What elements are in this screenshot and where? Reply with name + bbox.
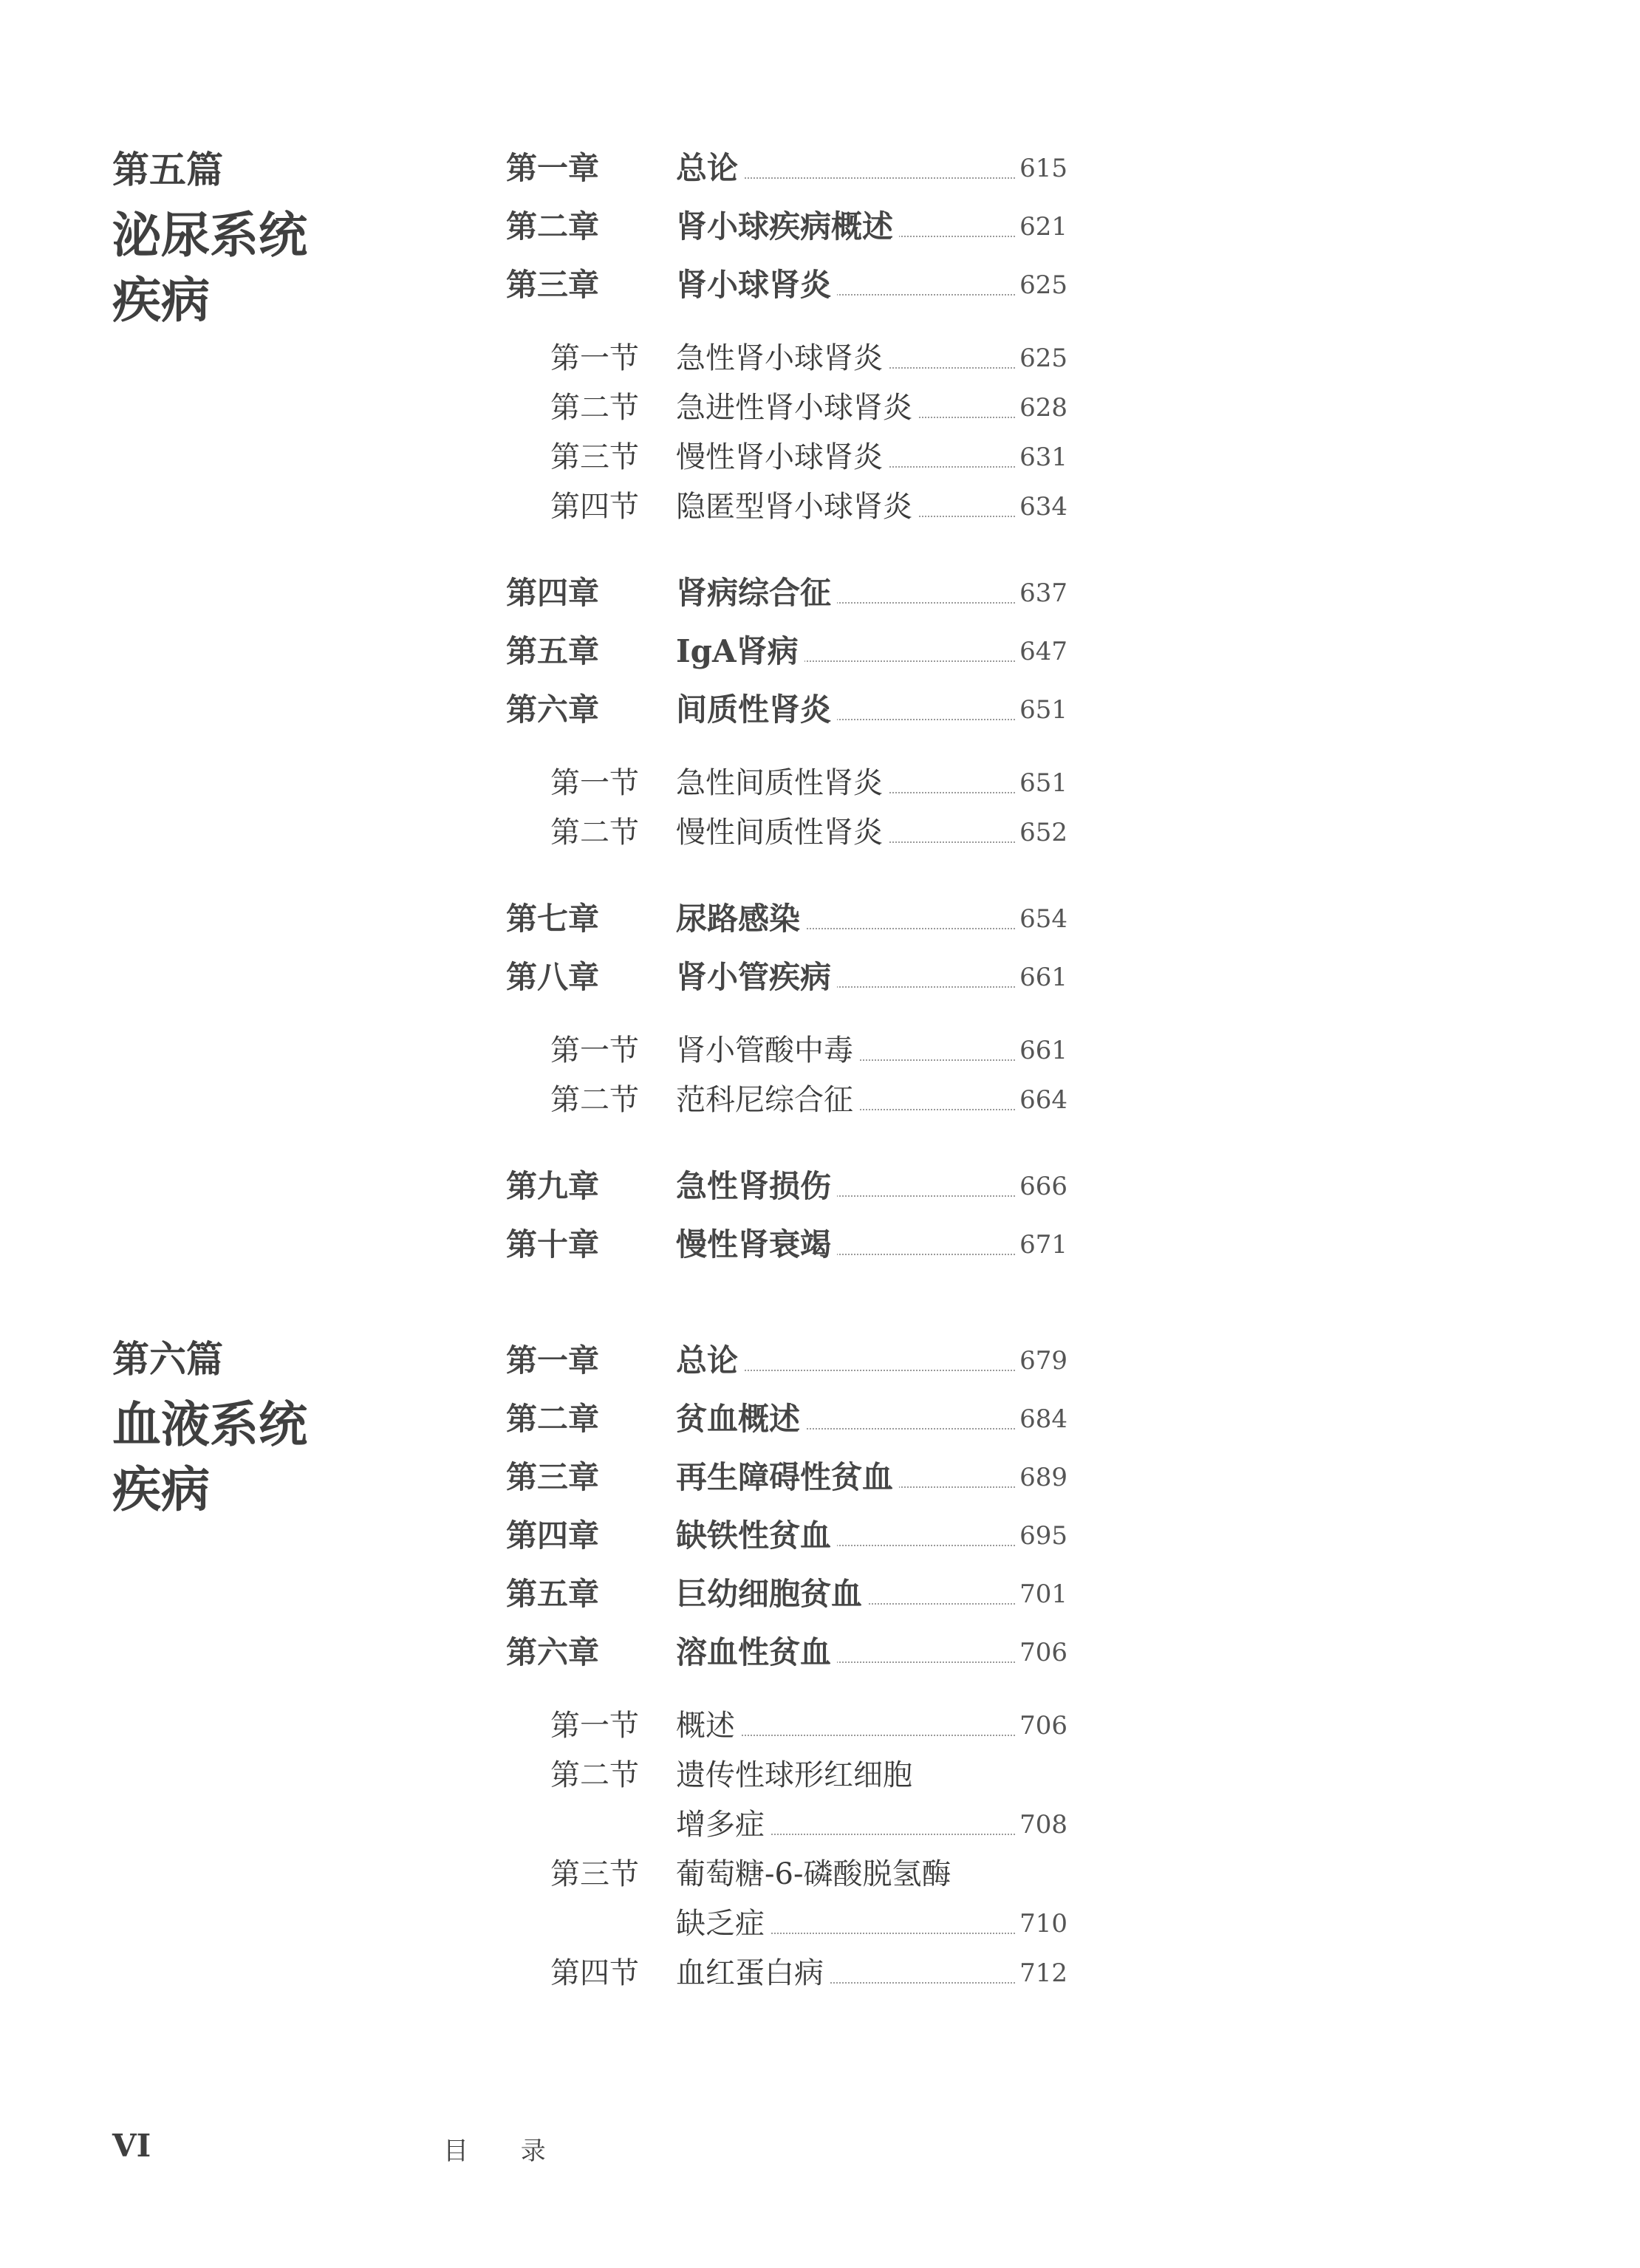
entry-title: 概述 (676, 1699, 741, 1752)
entry-title: 总论 (676, 1334, 744, 1387)
entry-number: 第一节 (550, 1709, 639, 1743)
toc-entry[interactable] (506, 431, 1067, 484)
entry-title: 贫血概述 (676, 1393, 806, 1446)
part-title (112, 1392, 467, 1522)
entry-page: 689 (1017, 1451, 1067, 1504)
entry-number: 第二节 (550, 391, 639, 425)
toc-entry[interactable] (506, 1160, 1067, 1213)
part-title-line: 疾病 (112, 1461, 210, 1518)
part-heading-5 (112, 148, 467, 332)
entry-title: 急性肾小球肾炎 (676, 332, 889, 385)
toc-entry-continuation[interactable] (506, 1798, 1067, 1851)
entry-page: 621 (1017, 200, 1067, 253)
entry-page: 651 (1017, 756, 1067, 810)
entry-page: 684 (1017, 1393, 1067, 1446)
entry-number: 第六章 (506, 691, 600, 728)
toc-entry[interactable] (506, 1218, 1067, 1271)
entry-page: 637 (1017, 567, 1067, 620)
toc-entry[interactable] (506, 892, 1067, 946)
entry-page: 628 (1017, 381, 1067, 434)
entry-title: IgA肾病 (676, 625, 804, 678)
toc-entry[interactable] (506, 1568, 1067, 1621)
entry-number: 第一章 (506, 1342, 600, 1379)
entry-number: 第一节 (550, 1034, 639, 1068)
entry-number: 第四节 (550, 1956, 639, 1990)
entry-title: 缺铁性贫血 (676, 1509, 837, 1562)
part-title (112, 202, 467, 332)
entry-title: 急进性肾小球肾炎 (676, 381, 918, 434)
toc-entry[interactable] (506, 625, 1067, 678)
toc-entry[interactable] (506, 806, 1067, 859)
entry-page: 647 (1017, 625, 1067, 678)
entry-title: 慢性肾小球肾炎 (676, 431, 889, 484)
toc-entry[interactable] (506, 332, 1067, 385)
entry-title: 隐匿型肾小球肾炎 (676, 480, 918, 533)
entry-number: 第三章 (506, 267, 600, 303)
entry-page: 695 (1017, 1509, 1067, 1562)
toc-entry[interactable] (506, 683, 1067, 737)
entry-number: 第三章 (506, 1459, 600, 1495)
entry-title: 遗传性球形红细胞 (676, 1749, 918, 1802)
entry-page: 651 (1017, 683, 1067, 737)
entry-number: 第二节 (550, 1758, 639, 1792)
entry-number: 第二章 (506, 1401, 600, 1437)
entry-page: 701 (1017, 1568, 1067, 1621)
part-label: 第六篇 (112, 1337, 223, 1381)
entry-number: 第一节 (550, 341, 639, 375)
toc-entry[interactable] (506, 1749, 1067, 1802)
entry-number: 第三节 (550, 1857, 639, 1891)
entry-page: 615 (1017, 142, 1067, 195)
entry-page: 712 (1017, 1947, 1067, 2000)
entry-title: 慢性间质性肾炎 (676, 806, 889, 859)
entry-number: 第四章 (506, 575, 600, 611)
entry-title: 肾小管疾病 (676, 951, 837, 1004)
entry-title: 再生障碍性贫血 (676, 1451, 899, 1504)
entry-title: 范科尼综合征 (676, 1073, 859, 1127)
entry-page: 625 (1017, 259, 1067, 312)
entry-number: 第二节 (550, 816, 639, 850)
toc-entry[interactable] (506, 142, 1067, 195)
toc-entry[interactable] (506, 1699, 1067, 1752)
toc-entry[interactable] (506, 567, 1067, 620)
entry-page: 652 (1017, 806, 1067, 859)
entry-number: 第六章 (506, 1634, 600, 1670)
entry-number: 第五章 (506, 1576, 600, 1612)
part-title-line: 疾病 (112, 271, 210, 329)
entry-number: 第七章 (506, 901, 600, 937)
entry-number: 第九章 (506, 1168, 600, 1204)
entry-page: 679 (1017, 1334, 1067, 1387)
entry-title: 肾小管酸中毒 (676, 1024, 859, 1077)
entry-title: 急性肾损伤 (676, 1160, 837, 1213)
entry-page: 625 (1017, 332, 1067, 385)
entry-title: 葡萄糖-6-磷酸脱氢酶 (676, 1848, 957, 1901)
toc-entry[interactable] (506, 200, 1067, 253)
entry-page: 631 (1017, 431, 1067, 484)
entry-title: 增多症 (676, 1798, 771, 1851)
toc-entry[interactable] (506, 1024, 1067, 1077)
entry-number: 第二节 (550, 1083, 639, 1117)
entry-page: 661 (1017, 951, 1067, 1004)
toc-entry[interactable] (506, 1509, 1067, 1562)
toc-entry[interactable] (506, 1334, 1067, 1387)
entry-title: 肾病综合征 (676, 567, 837, 620)
entry-title: 肾小球疾病概述 (676, 200, 899, 253)
entry-page: 708 (1017, 1798, 1067, 1851)
entry-page: 710 (1017, 1897, 1067, 1950)
entry-page: 634 (1017, 480, 1067, 533)
part-label: 第五篇 (112, 148, 223, 191)
entry-number: 第一节 (550, 766, 639, 800)
entry-title: 溶血性贫血 (676, 1626, 837, 1679)
entry-title: 缺乏症 (676, 1897, 771, 1950)
entry-number: 第四章 (506, 1517, 600, 1554)
entry-title: 尿路感染 (676, 892, 806, 946)
entry-page: 654 (1017, 892, 1067, 946)
entry-page: 706 (1017, 1699, 1067, 1752)
part-heading-6 (112, 1337, 467, 1522)
part-title-line: 血液系统 (112, 1396, 307, 1453)
entry-number: 第八章 (506, 959, 600, 995)
toc-entry[interactable] (506, 1073, 1067, 1127)
entry-number: 第三节 (550, 440, 639, 474)
part-title-line: 泌尿系统 (112, 206, 307, 264)
entry-number: 第十章 (506, 1226, 600, 1263)
entry-number: 第一章 (506, 150, 600, 186)
toc-entry-continuation[interactable] (506, 1897, 1067, 1950)
toc-entry[interactable] (506, 259, 1067, 312)
toc-entry[interactable] (506, 951, 1067, 1004)
entry-page: 661 (1017, 1024, 1067, 1077)
entry-number: 第五章 (506, 633, 600, 669)
toc-entry[interactable] (506, 381, 1067, 434)
entry-page: 706 (1017, 1626, 1067, 1679)
entry-title: 巨幼细胞贫血 (676, 1568, 868, 1621)
entry-title: 血红蛋白病 (676, 1947, 830, 2000)
toc-entry[interactable] (506, 1626, 1067, 1679)
footer-running-title: 目 录 (443, 2137, 568, 2166)
toc-entry[interactable] (506, 1848, 1067, 1901)
entry-title: 急性间质性肾炎 (676, 756, 889, 810)
entry-title: 肾小球肾炎 (676, 259, 837, 312)
toc-entry[interactable] (506, 756, 1067, 810)
toc-entry[interactable] (506, 1947, 1067, 2000)
toc-entry[interactable] (506, 1393, 1067, 1446)
entry-title: 慢性肾衰竭 (676, 1218, 837, 1271)
toc-entry[interactable] (506, 1451, 1067, 1504)
entry-page: 666 (1017, 1160, 1067, 1213)
entry-title: 总论 (676, 142, 744, 195)
entry-number: 第二章 (506, 208, 600, 245)
toc-entry[interactable] (506, 480, 1067, 533)
entry-title: 间质性肾炎 (676, 683, 837, 737)
entry-number: 第四节 (550, 490, 639, 524)
entry-page: 671 (1017, 1218, 1067, 1271)
entry-page: 664 (1017, 1073, 1067, 1127)
footer-page-number: VI (112, 2128, 151, 2164)
